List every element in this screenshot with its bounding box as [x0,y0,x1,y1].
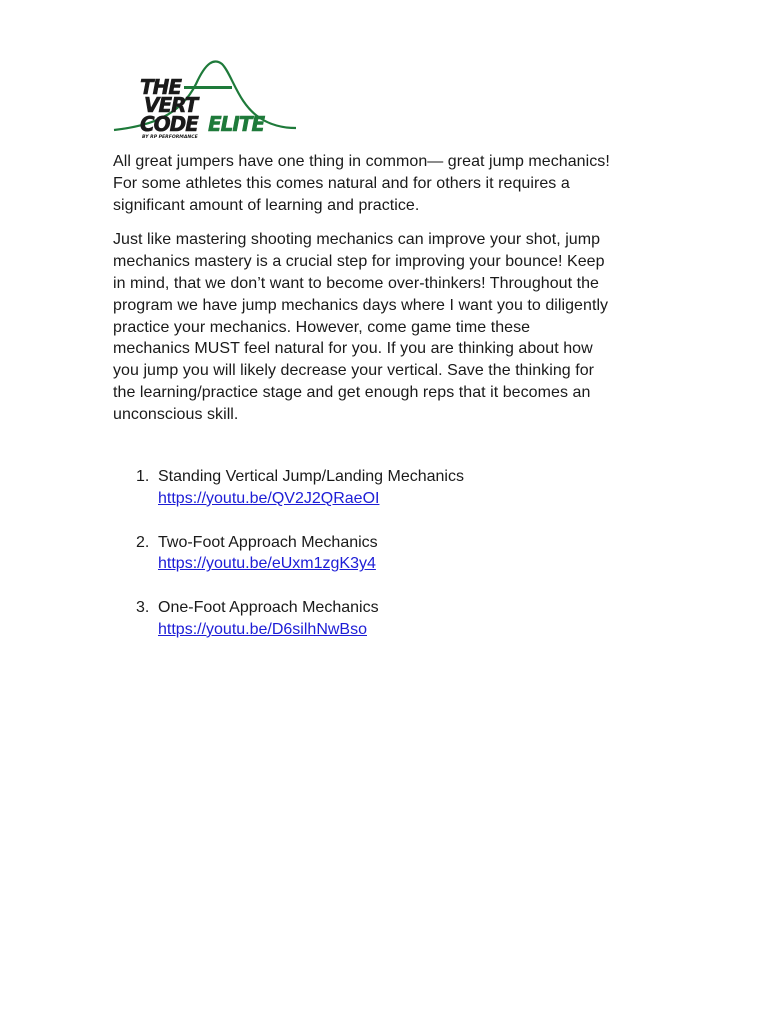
video-link[interactable]: https://youtu.be/D6silhNwBso [158,620,367,638]
list-item [113,466,673,510]
intro-line: All great jumpers have one thing in common— great jump mechanics! [113,153,610,170]
logo-word-the: THE [140,75,182,99]
list-number: 1. [136,468,150,485]
the-vert-code-elite-logo [110,56,298,140]
intro-paragraph [113,151,673,216]
body-line: practice your mechanics. However, come game time these [113,318,531,336]
body-line: in mind, that we don’t want to become over-thinkers! Throughout the [113,274,599,292]
list-item [113,532,673,576]
body-line: mechanics mastery is a crucial step for improving your bounce! Keep [113,253,605,271]
body-line: program we have jump mechanics days where I want you to diligently [113,296,609,314]
video-title: One-Foot Approach Mechanics [158,599,379,617]
intro-line: For some athletes this comes natural and for others it requires a [113,174,570,192]
video-link-list [113,466,673,663]
logo-word-code: CODE [140,112,198,136]
article-body [113,151,673,439]
mechanics-paragraph [113,229,673,425]
body-line: mechanics MUST feel natural for you. If you are thinking about how [113,340,593,358]
video-link[interactable]: https://youtu.be/eUxm1zgK3y4 [158,555,376,573]
body-line: the learning/practice stage and get enough reps that it becomes an [113,383,591,401]
body-line: unconscious skill. [113,405,239,423]
logo-accent-bar [184,86,232,89]
video-title: Standing Vertical Jump/Landing Mechanics [158,468,464,485]
video-title: Two-Foot Approach Mechanics [158,533,378,551]
logo-word-vert: VERT [144,93,198,117]
body-line: you jump you will likely decrease your vertical. Save the thinking for [113,362,595,380]
list-number: 3. [136,599,150,617]
body-line: Just like mastering shooting mechanics can improve your shot, jump [113,231,601,249]
logo-word-elite: ELITE [208,112,265,136]
intro-line: significant amount of learning and practice. [113,196,420,214]
video-link[interactable]: https://youtu.be/QV2J2QRaeOI [158,489,380,507]
list-item [113,597,673,641]
logo-byline: BY RP PERFORMANCE [142,135,198,140]
list-number: 2. [136,533,150,551]
